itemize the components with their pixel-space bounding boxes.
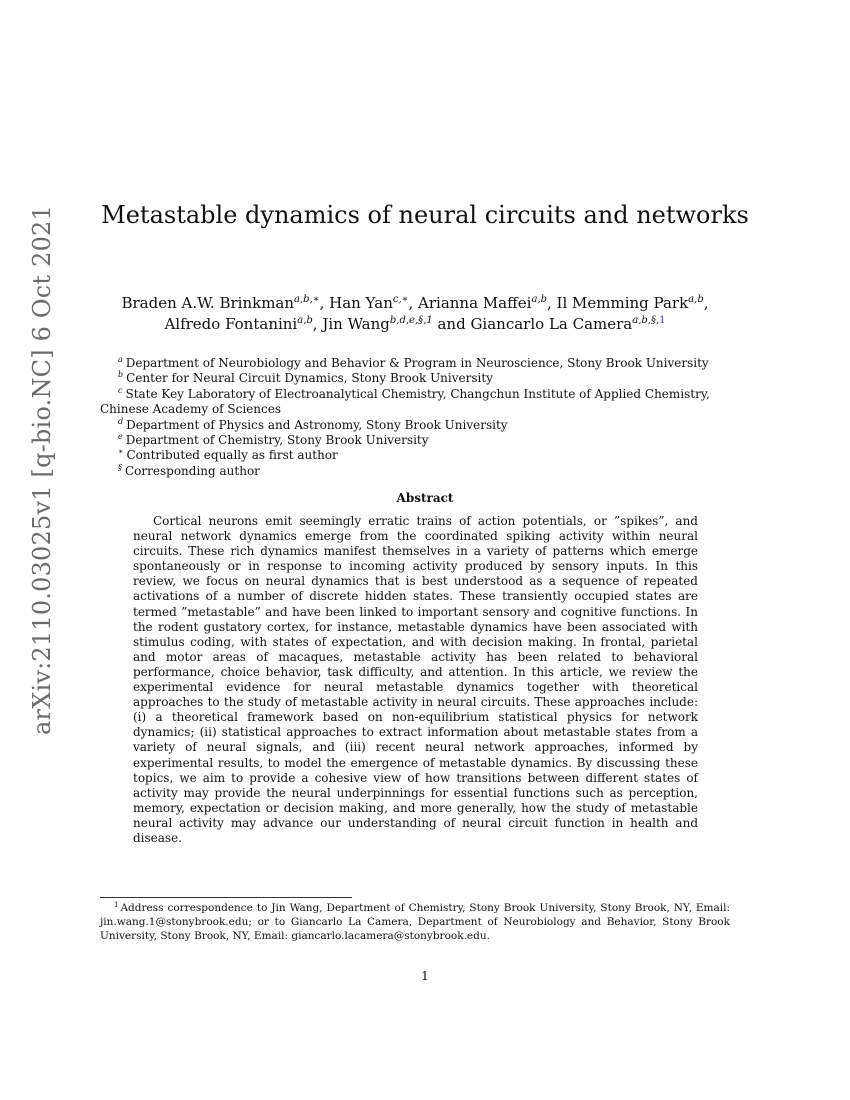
affiliation-mark: a [118, 355, 123, 364]
author-separator: , [547, 294, 557, 312]
author-affiliation-marks: a,b [297, 315, 313, 326]
affiliation-text: Contributed equally as first author [126, 448, 338, 463]
affiliation-mark: § [118, 462, 122, 472]
arxiv-identifier-stamp: arXiv:2110.03025v1 [q-bio.NC] 6 Oct 2021 [28, 205, 56, 735]
affiliation-item [100, 433, 730, 448]
author-name: Jin Wang [322, 315, 390, 333]
affiliation-text: Department of Chemistry, Stony Brook University [125, 433, 429, 448]
affiliation-mark: d [118, 416, 124, 426]
affiliation-list [100, 356, 730, 479]
footnote-text: Address correspondence to Jin Wang, Department of Chemistry, Stony Brook University, Stony Brook, NY, Email: jin.wang.1@stonybrook.edu; or to Giancarlo La Camera, Department of Neurobiology and Behavior, Stony Brook University, Stony Brook, NY, Email: giancarlo.lacamera@stonybrook.edu. [100, 902, 730, 942]
abstract-body: Cortical neurons emit seemingly erratic trains of action potentials, or ”spikes”, and neural network dynamics emerge from the coordinated spiking activity within neural circuits. These rich dynamics manifest themselves in a variety of patterns which emerge spontaneously or in response to incoming activity produced by sensory inputs. In this review, we focus on neural dynamics that is best understood as a sequence of repeated activations of a number of discrete hidden states. These transiently occupied states are termed ”metastable” and have been linked to important sensory and cognitive functions. In the rodent gustatory cortex, for instance, metastable dynamics have been associated with stimulus coding, with states of expectation, and with decision making. In frontal, parietal and motor areas of macaques, metastable activity has been related to behavioral performance, choice behavior, task difficulty, and attention. In this article, we review the experimental evidence for neural metastable dynamics together with theoretical approaches to the study of metastable activity in neural circuits. These approaches include: (i) a theoretical framework based on non-equilibrium statistical physics for network dynamics; (ii) statistical approaches to extract information about metastable states from a variety of neural signals, and (iii) recent neural network approaches, informed by experimental results, to model the emergence of metastable dynamics. By discussing these topics, we aim to provide a cohesive view of how transitions between different states of activity may provide the neural underpinnings for essential functions such as perception, memory, expectation or decision making, and more generally, how the study of metastable neural activity may advance our understanding of neural circuit function in health and disease. [133, 514, 698, 845]
footnote-reference-link[interactable]: 1 [659, 315, 666, 326]
affiliation-item [100, 387, 730, 418]
footnote [100, 901, 730, 943]
affiliation-text: Department of Physics and Astronomy, Stony Brook University [126, 417, 508, 432]
footnote-mark: 1 [114, 900, 119, 909]
author-affiliation-marks: a,b [688, 294, 704, 305]
author-separator: and [432, 315, 471, 333]
author-affiliation-marks: b,d,e,§,1 [389, 315, 433, 326]
affiliation-item [100, 356, 730, 371]
affiliation-mark: ∗ [118, 447, 124, 457]
affiliation-text: Center for Neural Circuit Dynamics, Stony Brook University [126, 371, 493, 386]
author-name: Giancarlo La Camera [470, 315, 633, 333]
author-affiliation-marks [632, 315, 665, 326]
author-list [100, 293, 730, 335]
page-number: 1 [421, 969, 429, 983]
affiliation-mark: b [118, 370, 124, 380]
abstract-heading: Abstract [396, 491, 454, 505]
affiliation-item [100, 464, 730, 479]
affiliation-text: Department of Neurobiology and Behavior & Program in Neuroscience, Stony Brook University [125, 356, 709, 370]
author-affiliation-marks-text: a,b,§, [632, 315, 660, 326]
affiliation-item [100, 371, 730, 386]
author-affiliation-marks: a,b [531, 294, 547, 305]
affiliation-item [100, 418, 730, 433]
author-separator: , [312, 315, 323, 333]
footnote-divider [100, 897, 352, 898]
author-separator: , [408, 294, 419, 312]
author-name: Braden A.W. Brinkman [121, 294, 295, 312]
affiliation-item [100, 448, 730, 463]
affiliation-text: Corresponding author [125, 463, 260, 478]
affiliation-mark: e [118, 432, 123, 442]
author-name: Han Yan [329, 294, 393, 312]
affiliation-text: State Key Laboratory of Electroanalytical Chemistry, Changchun Institute of Applied Chemistry, Chinese Academy of Sciences [100, 386, 710, 417]
author-separator: , [703, 294, 709, 312]
author-name: Alfredo Fontanini [164, 315, 298, 333]
affiliation-mark: c [118, 385, 123, 395]
author-affiliation-marks: c,∗ [392, 294, 409, 305]
author-affiliation-marks: a,b,∗ [294, 294, 320, 305]
author-separator: , [319, 294, 330, 312]
author-name: Arianna Maffei [418, 294, 532, 312]
paper-title: Metastable dynamics of neural circuits and networks [101, 201, 749, 229]
author-name: Il Memming Park [556, 294, 689, 312]
